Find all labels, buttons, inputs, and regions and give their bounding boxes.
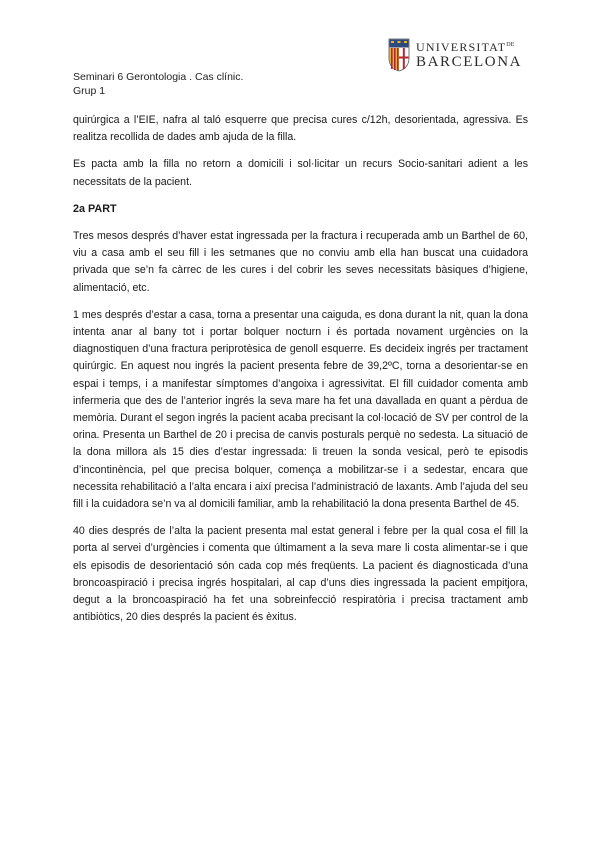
paragraph-2: Es pacta amb la filla no retorn a domicili i sol·licitar un recurs Socio-sanitari adient a les necessitats de la pacient. (73, 158, 528, 188)
logo-text-universitat: $UNIVERSITAT^{DE}$ (416, 40, 515, 54)
logo-text-barcelona: BARCELONA (416, 54, 523, 70)
header-group: Grup 1 (73, 85, 106, 97)
paragraph-3: Tres mesos després d’haver estat ingressada per la fractura i recuperada amb un Barthel de 60, viu a casa amb el seu fill i les setmanes que no conviu amb ella han buscat una cuidadora privada que se’n fa càrrec de les cures i del cobrir les seves necessitats bàsiques d’higiene, alimentació, etc. (73, 230, 528, 294)
paragraph-1: quirúrgica a l’EIE, nafra al taló esquerre que precisa cures c/12h, desorientada, agressiva. Es realitza recollida de dades amb ajuda de la filla. (73, 114, 528, 144)
paragraph-5: 40 dies després de l’alta la pacient presenta mal estat general i febre per la qual cosa el fill la porta al servei d’urgències i comenta que últimament a la seva mare li costa alimentar-se i que els episodis de desorientació són cada cop més freqüents. La pacient és diagnosticada d’una broncoaspiració i precisa ingrés hospitalari, al cap d’uns dies ingressada la pacient empitjora, degut a la broncoaspiració ha fet una sobreinfecció respiratòria i precisa tractament amb antibiòtics, 20 dies després la pacient és èxitus. (73, 525, 528, 624)
paragraph-4: 1 mes després d’estar a casa, torna a presentar una caiguda, es dona durant la nit, quan la dona intenta anar al bany tot i portar bolquer nocturn i és portada novament urgències on la diagnostiquen d’una fractura periprotèsica de genoll esquerre. Es decideix ingrés per tractament quirúrgic. En aquest nou ingrés la pacient presenta febre de 39,2ºC, torna a desorientar-se en espai i temps, i a manifestar símptomes d’angoixa i agressivitat. El fill cuidador comenta amb infermeria que des de l’anterior ingrés la seva mare ha fet una davallada en quant a pèrdua de memòria. Durant el segon ingrés la pacient acaba precisant la col·locació de SV per control de la orina. Presenta un Barthel de 20 i precisa de canvis posturals perquè no sedesta. La situació de la dona millora als 15 dies d’estar ingressada: li treuen la sonda vesical, però te episodis d’incontinència, pel que precisa bolquer, comença a mobilitzar-se i a sedestar, encara que necessita rehabilitació a l’alta encara i així precisa l’administració de laxants. Amb l’ajuda del seu fill i la cuidadora se’n va al domicili familiar, amb la rehabilitació la dona presenta Barthel de 45. (73, 308, 528, 511)
university-logo (388, 38, 523, 74)
university-shield-icon (388, 38, 410, 72)
document-header (73, 70, 243, 98)
section-heading: 2a PART (73, 202, 117, 215)
document-body (73, 112, 528, 636)
header-seminar-title: Seminari 6 Gerontologia . Cas clínic. (73, 71, 244, 83)
